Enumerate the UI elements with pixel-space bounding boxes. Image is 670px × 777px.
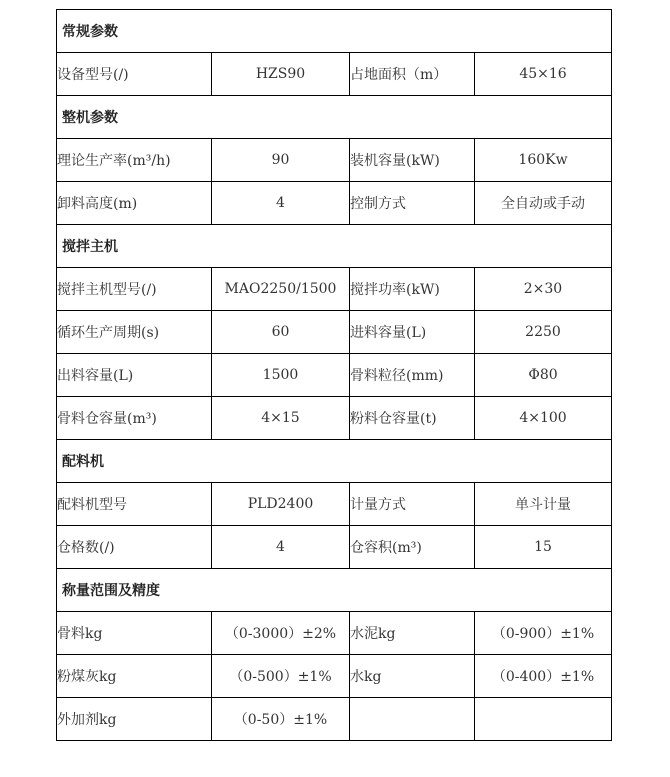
table-row: [57, 268, 612, 311]
param-value: MAO2250/1500: [212, 268, 350, 311]
section-title: 称量范围及精度: [57, 569, 612, 612]
param-label: 计量方式: [350, 483, 475, 526]
param-value: 45×16: [475, 53, 612, 96]
param-value: （0-400）±1%: [475, 655, 612, 698]
table-row: [57, 53, 612, 96]
param-label: 外加剂kg: [57, 698, 212, 741]
param-value: 4: [212, 526, 350, 569]
param-value: 4: [212, 182, 350, 225]
param-label: 粉料仓容量(t): [350, 397, 475, 440]
param-value: 2×30: [475, 268, 612, 311]
param-label: 循环生产周期(s): [57, 311, 212, 354]
param-value: 2250: [475, 311, 612, 354]
param-value: Φ80: [475, 354, 612, 397]
param-label: 骨料kg: [57, 612, 212, 655]
param-label: 控制方式: [350, 182, 475, 225]
section-title: 常规参数: [57, 10, 612, 53]
section-header-row: [57, 569, 612, 612]
param-value: （0-3000）±2%: [212, 612, 350, 655]
table-row: [57, 354, 612, 397]
param-label: [350, 698, 475, 741]
param-value: PLD2400: [212, 483, 350, 526]
section-title: 配料机: [57, 440, 612, 483]
section-header-row: [57, 440, 612, 483]
table-row: [57, 483, 612, 526]
param-label: 骨料仓容量(m³): [57, 397, 212, 440]
spec-table: [56, 9, 612, 741]
param-value: 单斗计量: [475, 483, 612, 526]
section-title: 搅拌主机: [57, 225, 612, 268]
section-header-row: [57, 225, 612, 268]
table-row: [57, 182, 612, 225]
param-label: 进料容量(L): [350, 311, 475, 354]
table-row: [57, 612, 612, 655]
param-value: （0-50）±1%: [212, 698, 350, 741]
table-row: [57, 526, 612, 569]
param-value: （0-900）±1%: [475, 612, 612, 655]
param-value: 15: [475, 526, 612, 569]
table-row: [57, 311, 612, 354]
param-value: 全自动或手动: [475, 182, 612, 225]
param-label: 理论生产率(m³/h): [57, 139, 212, 182]
param-label: 搅拌主机型号(/): [57, 268, 212, 311]
param-label: 骨料粒径(mm): [350, 354, 475, 397]
param-label: 水泥kg: [350, 612, 475, 655]
param-value: HZS90: [212, 53, 350, 96]
param-value: [475, 698, 612, 741]
table-row: [57, 397, 612, 440]
section-header-row: [57, 96, 612, 139]
table-row: [57, 698, 612, 741]
param-label: 配料机型号: [57, 483, 212, 526]
param-label: 仓格数(/): [57, 526, 212, 569]
param-value: 90: [212, 139, 350, 182]
section-header-row: [57, 10, 612, 53]
param-label: 卸料高度(m): [57, 182, 212, 225]
param-label: 占地面积（m）: [350, 53, 475, 96]
param-label: 出料容量(L): [57, 354, 212, 397]
param-value: 4×100: [475, 397, 612, 440]
param-label: 仓容积(m³): [350, 526, 475, 569]
param-label: 设备型号(/): [57, 53, 212, 96]
table-row: [57, 139, 612, 182]
table-row: [57, 655, 612, 698]
param-label: 装机容量(kW): [350, 139, 475, 182]
param-value: 160Kw: [475, 139, 612, 182]
param-value: （0-500）±1%: [212, 655, 350, 698]
param-value: 1500: [212, 354, 350, 397]
param-value: 4×15: [212, 397, 350, 440]
spec-table-body: [57, 10, 612, 741]
section-title: 整机参数: [57, 96, 612, 139]
param-label: 水kg: [350, 655, 475, 698]
param-label: 粉煤灰kg: [57, 655, 212, 698]
param-value: 60: [212, 311, 350, 354]
param-label: 搅拌功率(kW): [350, 268, 475, 311]
